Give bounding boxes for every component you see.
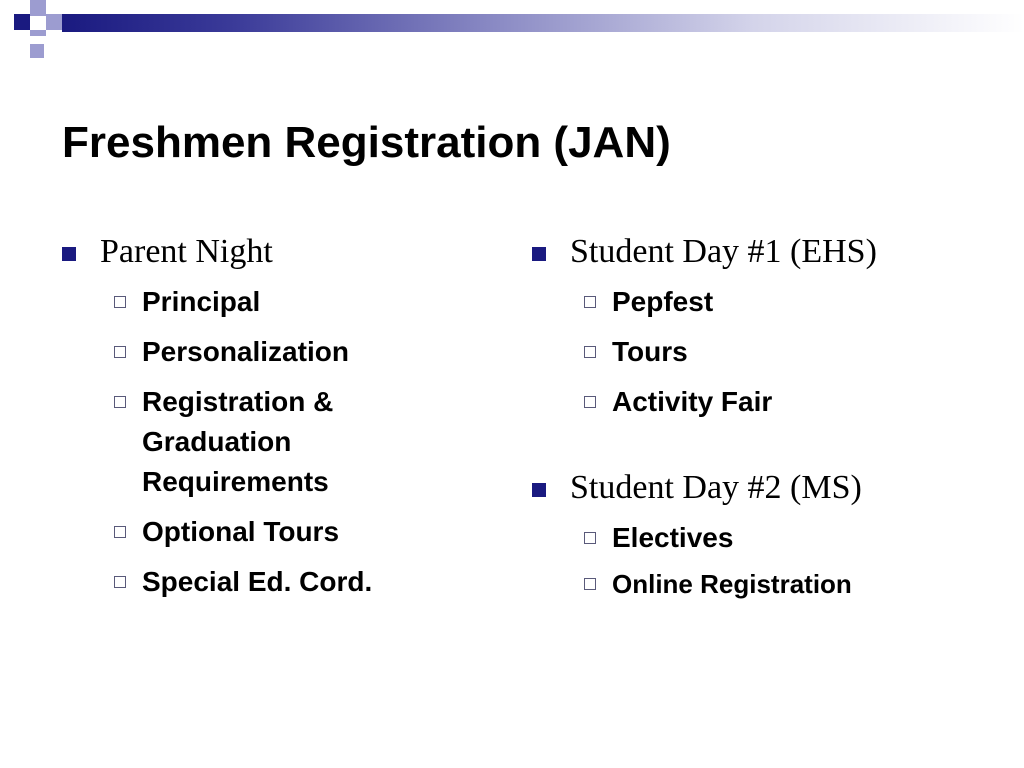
- sub-bullet: [584, 564, 1002, 604]
- sub-bullet-label: Principal: [142, 286, 261, 317]
- sub-bullet: [114, 562, 482, 602]
- header-gradient-bar: [62, 14, 1024, 32]
- decor-square: [30, 30, 46, 36]
- hollow-square-bullet-icon: [114, 296, 126, 308]
- hollow-square-bullet-icon: [584, 532, 596, 544]
- bullet-parent-night: [62, 232, 482, 272]
- sub-bullet-label: Optional Tours: [142, 516, 340, 547]
- sub-bullet: [114, 512, 482, 552]
- hollow-square-bullet-icon: [114, 526, 126, 538]
- sub-bullet: [114, 282, 482, 322]
- sub-bullet-label: Activity Fair: [612, 386, 773, 417]
- sub-bullet-label: Personalization: [142, 336, 349, 367]
- bullet-student-day-1: [532, 232, 1002, 272]
- sub-bullet-label: Pepfest: [612, 286, 714, 317]
- sub-bullet: [584, 518, 1002, 558]
- sub-bullet-label: Online Registration: [612, 569, 852, 599]
- slide-title: Freshmen Registration (JAN): [62, 118, 671, 167]
- sub-bullet: [584, 282, 1002, 322]
- sub-bullet: [114, 382, 414, 502]
- hollow-square-bullet-icon: [584, 396, 596, 408]
- hollow-square-bullet-icon: [114, 396, 126, 408]
- square-bullet-icon: [532, 483, 546, 497]
- bullet-heading: Student Day #1 (EHS): [570, 233, 877, 270]
- hollow-square-bullet-icon: [114, 346, 126, 358]
- decor-square: [14, 14, 30, 30]
- left-column: [62, 232, 482, 602]
- sub-bullet: [114, 332, 482, 372]
- bullet-student-day-2: [532, 468, 1002, 508]
- decorative-header-band: [0, 0, 1024, 36]
- hollow-square-bullet-icon: [584, 578, 596, 590]
- sub-bullet-label: Special Ed. Cord.: [142, 566, 373, 597]
- sub-bullet: [584, 332, 1002, 372]
- square-bullet-icon: [532, 247, 546, 261]
- hollow-square-bullet-icon: [584, 296, 596, 308]
- hollow-square-bullet-icon: [114, 576, 126, 588]
- sub-bullet: [584, 382, 1002, 422]
- sub-bullet-label: Tours: [612, 336, 688, 367]
- square-bullet-icon: [62, 247, 76, 261]
- hollow-square-bullet-icon: [584, 346, 596, 358]
- decor-square: [46, 14, 62, 30]
- sub-bullet-label: Registration & Graduation Requirements: [142, 386, 334, 497]
- bullet-heading: Parent Night: [100, 233, 273, 270]
- bullet-heading: Student Day #2 (MS): [570, 469, 862, 506]
- decor-square: [30, 0, 46, 16]
- sub-bullet-label: Electives: [612, 522, 734, 553]
- right-column: [532, 232, 1002, 604]
- decor-square: [30, 44, 44, 58]
